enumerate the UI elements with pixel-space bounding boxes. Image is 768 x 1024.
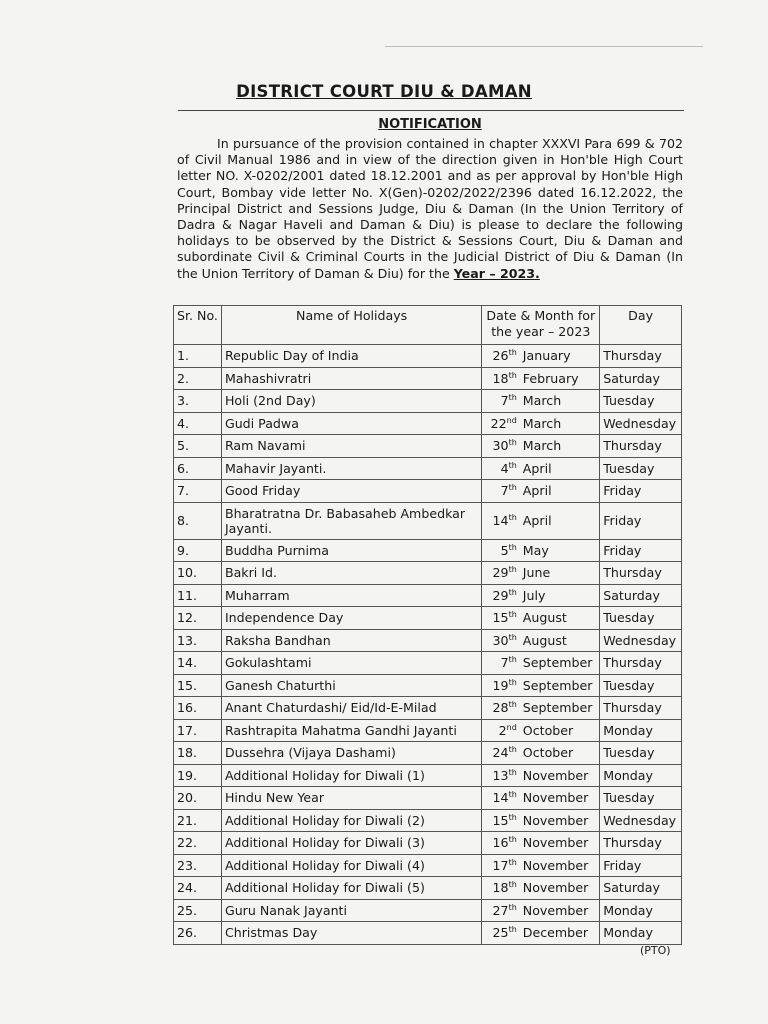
date-number: 30 — [492, 438, 509, 454]
row-sr: 26. — [174, 922, 222, 945]
date-suffix: th — [508, 512, 517, 522]
row-date — [482, 367, 520, 390]
date-suffix: th — [508, 610, 517, 620]
row-sr: 11. — [174, 584, 222, 607]
row-month: November — [520, 764, 600, 787]
row-month: March — [520, 390, 600, 413]
date-number: 17 — [492, 857, 509, 873]
date-suffix: th — [508, 438, 517, 448]
row-day: Friday — [600, 854, 682, 877]
row-sr: 25. — [174, 899, 222, 922]
row-month: April — [520, 457, 600, 480]
row-holiday-name: Mahashivratri — [221, 367, 481, 390]
date-number: 13 — [492, 767, 509, 783]
date-suffix: th — [508, 655, 517, 665]
table-row — [174, 787, 682, 810]
table-row — [174, 562, 682, 585]
table-row — [174, 742, 682, 765]
date-number: 15 — [492, 610, 509, 626]
row-day: Thursday — [600, 345, 682, 368]
table-row — [174, 832, 682, 855]
table-row — [174, 457, 682, 480]
row-month: September — [520, 652, 600, 675]
row-day: Saturday — [600, 877, 682, 900]
row-holiday-name: Ram Navami — [221, 435, 481, 458]
row-sr: 2. — [174, 367, 222, 390]
row-sr: 10. — [174, 562, 222, 585]
row-holiday-name: Republic Day of India — [221, 345, 481, 368]
row-date — [482, 674, 520, 697]
row-date — [482, 562, 520, 585]
pto-note: (PTO) — [640, 944, 671, 957]
date-number: 29 — [492, 587, 509, 603]
row-sr: 4. — [174, 412, 222, 435]
row-holiday-name: Bakri Id. — [221, 562, 481, 585]
row-day: Tuesday — [600, 607, 682, 630]
date-number: 14 — [492, 513, 509, 528]
date-number: 19 — [492, 677, 509, 693]
row-date — [482, 345, 520, 368]
row-day: Wednesday — [600, 809, 682, 832]
row-sr: 18. — [174, 742, 222, 765]
table-row — [174, 652, 682, 675]
table-row — [174, 412, 682, 435]
date-suffix: nd — [506, 415, 517, 425]
date-suffix: th — [508, 348, 517, 358]
row-holiday-name: Dussehra (Vijaya Dashami) — [221, 742, 481, 765]
row-date — [482, 697, 520, 720]
row-holiday-name: Hindu New Year — [221, 787, 481, 810]
date-number: 26 — [492, 348, 509, 364]
row-date — [482, 457, 520, 480]
date-number: 5 — [500, 542, 509, 558]
row-date — [482, 764, 520, 787]
row-holiday-name: Buddha Purnima — [221, 539, 481, 562]
row-holiday-name: Rashtrapita Mahatma Gandhi Jayanti — [221, 719, 481, 742]
row-month: July — [520, 584, 600, 607]
row-date — [482, 809, 520, 832]
row-month: January — [520, 345, 600, 368]
date-suffix: th — [508, 745, 517, 755]
row-day: Tuesday — [600, 674, 682, 697]
row-sr: 13. — [174, 629, 222, 652]
date-number: 28 — [492, 700, 509, 716]
row-date — [482, 629, 520, 652]
table-row — [174, 607, 682, 630]
row-month: November — [520, 809, 600, 832]
table-row — [174, 539, 682, 562]
row-sr: 17. — [174, 719, 222, 742]
row-day: Thursday — [600, 832, 682, 855]
row-day: Tuesday — [600, 457, 682, 480]
date-suffix: th — [508, 483, 517, 493]
header-day: Day — [600, 306, 682, 345]
row-date — [482, 832, 520, 855]
row-date — [482, 899, 520, 922]
date-suffix: th — [508, 393, 517, 403]
row-date — [482, 787, 520, 810]
row-day: Monday — [600, 922, 682, 945]
row-day: Tuesday — [600, 742, 682, 765]
date-number: 30 — [492, 632, 509, 648]
row-day: Thursday — [600, 562, 682, 585]
date-suffix: th — [508, 370, 517, 380]
row-holiday-name: Gokulashtami — [221, 652, 481, 675]
row-month: November — [520, 899, 600, 922]
header-sr: Sr. No. — [174, 306, 222, 345]
row-month: November — [520, 877, 600, 900]
row-month: October — [520, 719, 600, 742]
date-number: 27 — [492, 902, 509, 918]
date-suffix: th — [508, 587, 517, 597]
row-date — [482, 742, 520, 765]
row-month: September — [520, 674, 600, 697]
table-row — [174, 764, 682, 787]
row-sr: 14. — [174, 652, 222, 675]
date-number: 7 — [500, 483, 509, 499]
scan-top-line — [385, 46, 703, 47]
row-date — [482, 412, 520, 435]
table-row — [174, 435, 682, 458]
row-sr: 1. — [174, 345, 222, 368]
table-header-row — [174, 306, 682, 345]
row-month: September — [520, 697, 600, 720]
table-row — [174, 674, 682, 697]
row-holiday-name: Muharram — [221, 584, 481, 607]
holiday-table — [173, 305, 682, 945]
header-name: Name of Holidays — [221, 306, 481, 345]
notification-heading: NOTIFICATION — [378, 117, 482, 132]
row-sr: 9. — [174, 539, 222, 562]
row-day: Friday — [600, 502, 682, 539]
row-sr: 16. — [174, 697, 222, 720]
row-holiday-name: Additional Holiday for Diwali (2) — [221, 809, 481, 832]
date-number: 2 — [498, 722, 507, 738]
row-holiday-name: Independence Day — [221, 607, 481, 630]
date-number: 15 — [492, 812, 509, 828]
row-month: November — [520, 832, 600, 855]
row-date — [482, 922, 520, 945]
table-row — [174, 854, 682, 877]
row-day: Saturday — [600, 584, 682, 607]
row-day: Monday — [600, 899, 682, 922]
row-sr: 7. — [174, 480, 222, 503]
date-suffix: th — [508, 790, 517, 800]
date-suffix: th — [508, 565, 517, 575]
date-number: 7 — [500, 393, 509, 409]
row-date — [482, 877, 520, 900]
row-date — [482, 719, 520, 742]
row-date — [482, 480, 520, 503]
row-day: Thursday — [600, 697, 682, 720]
row-holiday-name: Mahavir Jayanti. — [221, 457, 481, 480]
table-row — [174, 877, 682, 900]
table-row — [174, 345, 682, 368]
date-number: 24 — [492, 745, 509, 761]
row-holiday-name: Christmas Day — [221, 922, 481, 945]
table-row — [174, 367, 682, 390]
row-date — [482, 584, 520, 607]
row-day: Thursday — [600, 652, 682, 675]
row-sr: 5. — [174, 435, 222, 458]
row-sr: 24. — [174, 877, 222, 900]
row-month: August — [520, 629, 600, 652]
table-row — [174, 922, 682, 945]
row-sr: 21. — [174, 809, 222, 832]
row-month: October — [520, 742, 600, 765]
row-day: Wednesday — [600, 412, 682, 435]
row-month: November — [520, 787, 600, 810]
row-month: April — [520, 480, 600, 503]
row-day: Monday — [600, 719, 682, 742]
row-holiday-name: Holi (2nd Day) — [221, 390, 481, 413]
date-suffix: th — [508, 812, 517, 822]
row-day: Tuesday — [600, 787, 682, 810]
row-month: April — [520, 502, 600, 539]
date-suffix: th — [508, 542, 517, 552]
row-holiday-name: Ganesh Chaturthi — [221, 674, 481, 697]
row-date — [482, 652, 520, 675]
row-holiday-name: Guru Nanak Jayanti — [221, 899, 481, 922]
header-date: Date & Month for the year – 2023 — [482, 306, 600, 345]
row-holiday-name: Bharatratna Dr. Babasaheb Ambedkar Jayanti. — [221, 502, 481, 539]
date-number: 18 — [492, 880, 509, 896]
row-date — [482, 435, 520, 458]
date-suffix: th — [508, 677, 517, 687]
row-sr: 22. — [174, 832, 222, 855]
row-holiday-name: Additional Holiday for Diwali (1) — [221, 764, 481, 787]
date-number: 18 — [492, 370, 509, 386]
row-month: February — [520, 367, 600, 390]
date-suffix: th — [508, 857, 517, 867]
row-day: Wednesday — [600, 629, 682, 652]
row-date — [482, 390, 520, 413]
date-suffix: th — [508, 632, 517, 642]
row-month: May — [520, 539, 600, 562]
row-sr: 8. — [174, 502, 222, 539]
year-label: Year – 2023. — [453, 265, 540, 281]
date-suffix: th — [508, 925, 517, 935]
table-row — [174, 899, 682, 922]
table-row — [174, 697, 682, 720]
row-holiday-name: Additional Holiday for Diwali (3) — [221, 832, 481, 855]
date-number: 16 — [492, 835, 509, 851]
row-day: Thursday — [600, 435, 682, 458]
row-day: Monday — [600, 764, 682, 787]
date-suffix: th — [508, 835, 517, 845]
row-day: Tuesday — [600, 390, 682, 413]
row-holiday-name: Additional Holiday for Diwali (4) — [221, 854, 481, 877]
date-suffix: th — [508, 767, 517, 777]
date-suffix: nd — [506, 722, 517, 732]
row-holiday-name: Good Friday — [221, 480, 481, 503]
row-sr: 3. — [174, 390, 222, 413]
row-sr: 20. — [174, 787, 222, 810]
date-suffix: th — [508, 460, 517, 470]
table-row — [174, 480, 682, 503]
row-sr: 19. — [174, 764, 222, 787]
date-number: 7 — [500, 655, 509, 671]
row-holiday-name: Raksha Bandhan — [221, 629, 481, 652]
row-holiday-name: Additional Holiday for Diwali (5) — [221, 877, 481, 900]
row-month: March — [520, 435, 600, 458]
date-number: 14 — [492, 790, 509, 806]
notification-paragraph — [177, 136, 683, 282]
table-row — [174, 809, 682, 832]
date-suffix: th — [508, 902, 517, 912]
date-suffix: th — [508, 880, 517, 890]
table-row — [174, 719, 682, 742]
row-sr: 6. — [174, 457, 222, 480]
row-day: Friday — [600, 539, 682, 562]
title-divider — [178, 110, 684, 111]
row-month: June — [520, 562, 600, 585]
row-holiday-name: Anant Chaturdashi/ Eid/Id-E-Milad — [221, 697, 481, 720]
row-day: Friday — [600, 480, 682, 503]
date-number: 25 — [492, 925, 509, 941]
row-date — [482, 502, 520, 539]
row-date — [482, 607, 520, 630]
row-date — [482, 539, 520, 562]
row-sr: 15. — [174, 674, 222, 697]
row-month: August — [520, 607, 600, 630]
date-number: 29 — [492, 565, 509, 581]
table-row — [174, 584, 682, 607]
row-sr: 23. — [174, 854, 222, 877]
paragraph-text: In pursuance of the provision contained in chapter XXXVI Para 699 & 702 of Civil Manual 1986 and in view of the direction given in Hon'ble High Court letter NO. X-0202/2001 dated 18.12.2001 and as per approval by Hon'ble High Court, Bombay vide letter No. X(Gen)-0202/2022/2396 dated 16.12.2022, the Principal District and Sessions Judge, Diu & Daman (In the Union Territory of Dadra & Nagar Haveli and Daman & Diu) is please to declare the following holidays to be observed by the District & Sessions Court, Diu & Daman and subordinate Civil & Criminal Courts in the Judicial District of Diu & Daman (In the Union Territory of Daman & Diu) for the — [177, 136, 683, 281]
table-row — [174, 502, 682, 539]
table-row — [174, 629, 682, 652]
page-title: DISTRICT COURT DIU & DAMAN — [236, 82, 532, 101]
table-row — [174, 390, 682, 413]
row-month: November — [520, 854, 600, 877]
date-suffix: th — [508, 700, 517, 710]
date-number: 22 — [490, 415, 507, 431]
row-month: March — [520, 412, 600, 435]
row-sr: 12. — [174, 607, 222, 630]
row-holiday-name: Gudi Padwa — [221, 412, 481, 435]
row-day: Saturday — [600, 367, 682, 390]
date-number: 4 — [500, 460, 509, 476]
row-date — [482, 854, 520, 877]
row-month: December — [520, 922, 600, 945]
